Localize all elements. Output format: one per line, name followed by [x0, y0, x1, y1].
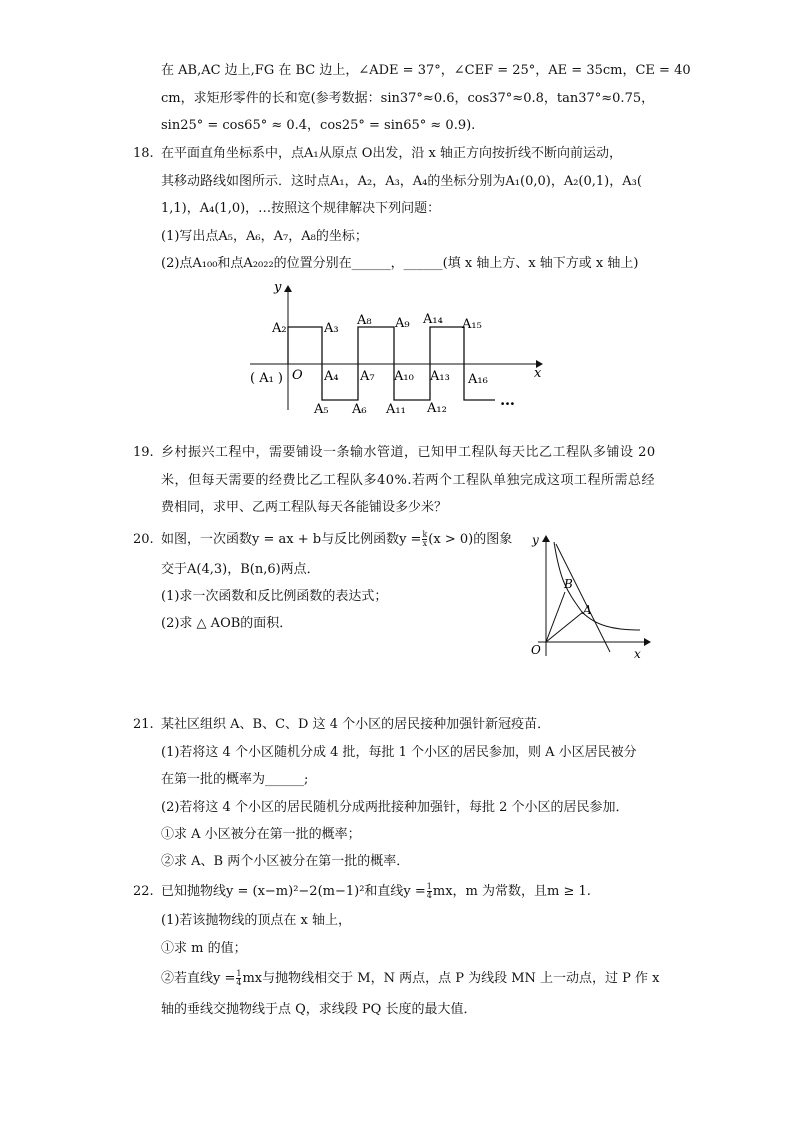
- q20-fraction: [422, 531, 427, 548]
- point-b-label: B: [564, 577, 573, 591]
- label-a5: A₅: [314, 402, 329, 417]
- q21-part-1-line-2: 在第一批的概率为______;: [161, 772, 309, 787]
- linear-function-line: [556, 544, 610, 652]
- q18-part-2: (2)点A₁₀₀和点A₂₀₂₂的位置分别在______，______(填 x 轴上方、x 轴下方或 x 轴上): [161, 256, 639, 271]
- y-axis-label: y: [532, 533, 539, 547]
- q20-part-2: (2)求 △ AOB的面积．: [161, 616, 293, 631]
- point-a-label: A: [583, 603, 592, 617]
- label-a12: A₁₂: [427, 401, 447, 416]
- q19-number: 19.: [133, 445, 154, 460]
- q22-part-1: (1)若该抛物线的顶点在 x 轴上，: [161, 913, 352, 928]
- q20-line-1-b: (x > 0)的图象: [428, 532, 513, 547]
- q20-part-1: (1)求一次函数和反比例函数的表达式；: [161, 589, 388, 604]
- q20-function-figure: [524, 530, 658, 664]
- q17-line-1: 在 AB,AC 边上,FG 在 BC 边上，∠ADE = 37°，∠CEF = 25°，AE = 35cm，CE = 40: [161, 63, 691, 78]
- a1-label: ( A₁ ): [250, 371, 284, 386]
- q22-sub-2-b: mx与抛物线相交于 M，N 两点，点 P 为线段 MN 上一动点，过 P 作 x: [242, 971, 660, 986]
- q19-line-3: 费相同，求甲、乙两工程队每天各能铺设多少米？: [161, 500, 448, 515]
- label-a13: A₁₃: [430, 369, 450, 384]
- q19-line-2: 米，但每天需要的经费比乙工程队多40%.若两个工程队单独完成这项工程所需总经: [161, 473, 656, 488]
- q22-sub-2-fraction: [236, 970, 241, 987]
- q20-frac-num: k: [422, 530, 428, 539]
- y-axis-label: y: [274, 280, 282, 295]
- q22-frac-den: 4: [426, 891, 432, 900]
- q20-line-1: [161, 531, 512, 549]
- q22-sub-1: ①求 m 的值；: [161, 941, 247, 956]
- q18-line-2: 其移动路线如图所示．这时点A₁，A₂，A₃，A₄的坐标分别为A₁(0,0)，A₂(0,1)，A₃(: [161, 174, 642, 189]
- q18-number: 18.: [133, 146, 154, 161]
- origin-label: O: [531, 643, 541, 657]
- label-a2: A₂: [272, 321, 287, 336]
- q17-line-2: cm，求矩形零件的长和宽(参考数据：sin37°≈0.6，cos37°≈0.8，tan37°≈0.75，: [161, 91, 655, 106]
- q18-line-1: 在平面直角坐标系中，点A₁从原点 O出发，沿 x 轴正方向按折线不断向前运动，: [161, 146, 622, 161]
- q22-line-1-b: mx，m 为常数，且m ≥ 1.: [432, 884, 591, 899]
- q21-part-2: (2)若将这 4 个小区的居民随机分成两批接种加强针，每批 2 个小区的居民参加．: [161, 800, 629, 815]
- q18-zigzag-figure: [240, 278, 560, 420]
- ellipsis: …: [500, 391, 515, 409]
- q20-frac-den: x: [422, 539, 428, 548]
- label-a16: A₁₆: [468, 372, 488, 387]
- label-a11: A₁₁: [386, 402, 406, 417]
- q22-sub-2: [161, 970, 660, 988]
- label-a4: A₄: [324, 369, 339, 384]
- label-a10: A₁₀: [394, 369, 414, 384]
- q22-sub-2-frac-den: 4: [236, 978, 242, 987]
- label-a3: A₃: [324, 321, 339, 336]
- q21-part-1-line-1: (1)若将这 4 个小区随机分成 4 批，每批 1 个小区的居民参加，则 A 小区居民被分: [161, 745, 637, 760]
- q22-line-1: [161, 883, 591, 901]
- origin-label: O: [292, 368, 303, 383]
- q21-sub-1: ①求 A 小区被分在第一批的概率；: [161, 827, 361, 842]
- label-a9: A₉: [395, 316, 410, 331]
- q18-line-3: 1,1)，A₄(1,0)，…按照这个规律解决下列问题：: [161, 201, 441, 216]
- label-a8: A₈: [357, 313, 372, 328]
- q22-sub-2-a: ②若直线y =: [161, 971, 236, 986]
- q17-line-3: sin25° = cos65° ≈ 0.4，cos25° = sin65° ≈ 0.9).: [161, 118, 476, 133]
- q22-fraction: [427, 883, 432, 900]
- q22-line-1-a: 已知抛物线y = (x−m)²−2(m−1)²和直线y =: [161, 884, 426, 899]
- x-axis-label: x: [534, 366, 542, 381]
- q22-sub-2-frac-num: 1: [236, 969, 242, 978]
- q22-frac-num: 1: [426, 882, 432, 891]
- q21-number: 21.: [133, 717, 154, 732]
- label-a6: A₆: [352, 402, 367, 417]
- q21-sub-2: ②求 A、B 两个小区被分在第一批的概率．: [161, 854, 410, 869]
- q20-line-2: 交于A(4,3)，B(n,6)两点．: [161, 562, 320, 577]
- label-a14: A₁₄: [423, 312, 443, 327]
- q20-line-1-a: 如图，一次函数y = ax + b与反比例函数y =: [161, 532, 422, 547]
- q21-line-1: 某社区组织 A、B、C、D 这 4 个小区的居民接种加强针新冠疫苗．: [161, 717, 551, 732]
- label-a7: A₇: [360, 369, 375, 384]
- q22-number: 22.: [133, 884, 154, 899]
- q20-number: 20.: [133, 532, 154, 547]
- label-a15: A₁₅: [462, 317, 482, 332]
- q18-part-1: (1)写出点A₅，A₆，A₇，A₈的坐标；: [161, 229, 368, 244]
- q19-line-1: 乡村振兴工程中，需要铺设一条输水管道，已知甲工程队每天比乙工程队多铺设 20: [161, 445, 656, 460]
- x-axis-label: x: [634, 647, 641, 661]
- q22-sub-2-line-2: 轴的垂线交抛物线于点 Q，求线段 PQ 长度的最大值．: [161, 1002, 477, 1017]
